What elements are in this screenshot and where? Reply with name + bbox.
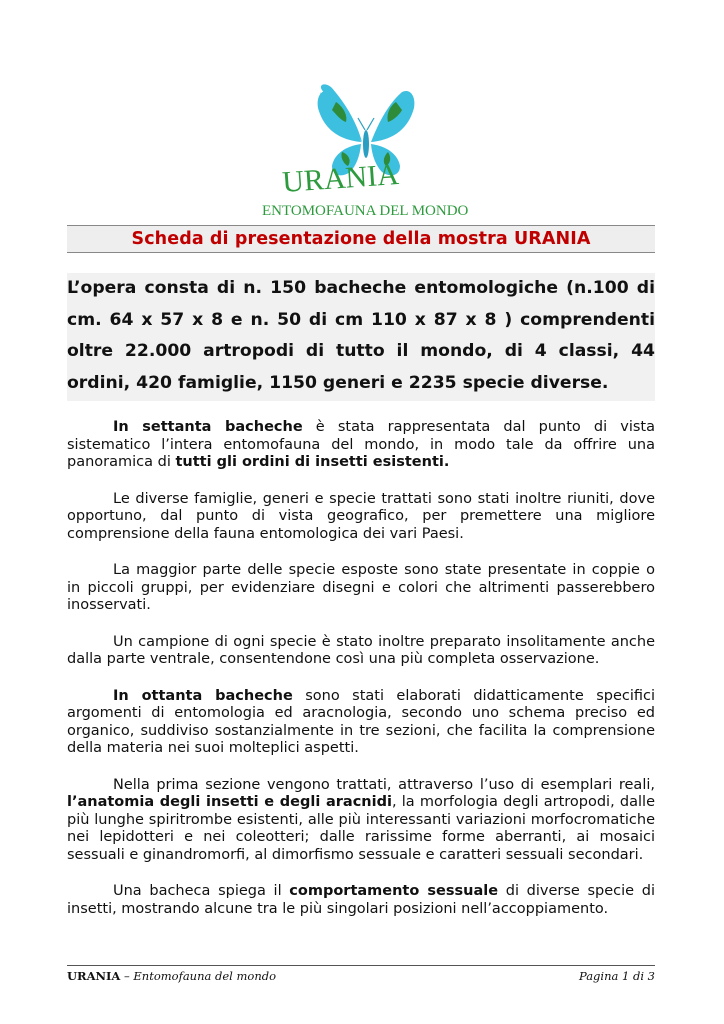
body-paragraph [67, 419, 655, 472]
body-paragraph [67, 634, 655, 669]
logo-name: URANIA [281, 157, 400, 199]
footer-brand: URANIA [67, 969, 121, 983]
body-paragraph [67, 777, 655, 865]
footer-subtitle: Entomofauna del mondo [133, 969, 277, 983]
footer-left [67, 969, 276, 983]
bold-text: In ottanta bacheche [113, 687, 293, 704]
urania-logo [250, 80, 480, 220]
intro-box [67, 273, 655, 401]
paragraph-text: di diverse specie di insetti, mostrando alcune tra le più singolari posizioni nell’accoppiamento. [67, 883, 656, 917]
paragraph-text: La maggior parte delle specie esposte sono state presentate in coppie o in piccoli gruppi, per evidenziare disegni e colori che altrimenti passerebbero inosservati. [67, 562, 655, 613]
title-bar [67, 225, 655, 253]
intro-text: L’opera consta di n. 150 bacheche entomologiche (n.100 di cm. 64 x 57 x 8 e n. 50 di cm 110 x 87 x 8 ) comprendenti oltre 22.000 artropodi di tutto il mondo, di 4 classi, 44 ordini, 420 famiglie, 1150 generi e 2235 specie diverse. [67, 278, 655, 393]
footer-separator: – [120, 969, 134, 983]
body-paragraph [67, 491, 655, 544]
logo-tagline: ENTOMOFAUNA DEL MONDO [262, 203, 469, 219]
body-paragraph [67, 883, 655, 918]
butterfly-logo-icon [250, 80, 480, 220]
bold-text: l’anatomia degli insetti e degli aracnidi [67, 794, 392, 810]
bold-text: In settanta bacheche [113, 419, 303, 435]
page-title: Scheda di presentazione della mostra URANIA [131, 229, 591, 249]
bold-text: comportamento sessuale [289, 883, 499, 899]
paragraph-text: Le diverse famiglie, generi e specie trattati sono stati inoltre riuniti, dove opportuno, dal punto di vista geografico, per premettere una migliore comprensione della fauna entomologica dei vari Paesi. [67, 490, 655, 542]
paragraph-text: è stata rappresentata dal punto di vista sistematico l’intera entomofauna del mondo, in modo tale da offrire una panoramica di [67, 419, 656, 470]
paragraph-text: Un campione di ogni specie è stato inoltre preparato insolitamente anche dalla parte ventrale, consentendone così una più completa osservazione. [67, 633, 655, 667]
paragraph-text: sono stati elaborati didatticamente specifici argomenti di entomologia ed aracnologia, secondo uno schema preciso ed organico, suddiviso sostanzialmente in tre sezioni, che facilita la comprensione della materia nei suoi molteplici aspetti. [67, 687, 656, 756]
paragraph-text: Una bacheca spiega il [113, 883, 290, 899]
paragraph-text: Nella prima sezione vengono trattati, attraverso l’uso di esemplari reali, [113, 776, 655, 793]
body-paragraph [67, 688, 655, 758]
body-text [67, 419, 655, 937]
body-paragraph [67, 562, 655, 615]
paragraph-text: , la morfologia degli artropodi, dalle più lunghe spiritrombe esistenti, alle più interessanti variazioni morfocromatiche nei lepidotteri e nei coleotteri; dalle rarissime forme aberranti, ai mosaici sessuali e ginandromorfi, al dimorfismo sessuale e caratteri sessuali secondari. [67, 794, 655, 863]
footer [67, 965, 655, 983]
footer-page-number: Pagina 1 di 3 [578, 969, 655, 983]
bold-text: tutti gli ordini di insetti esistenti. [175, 454, 450, 470]
